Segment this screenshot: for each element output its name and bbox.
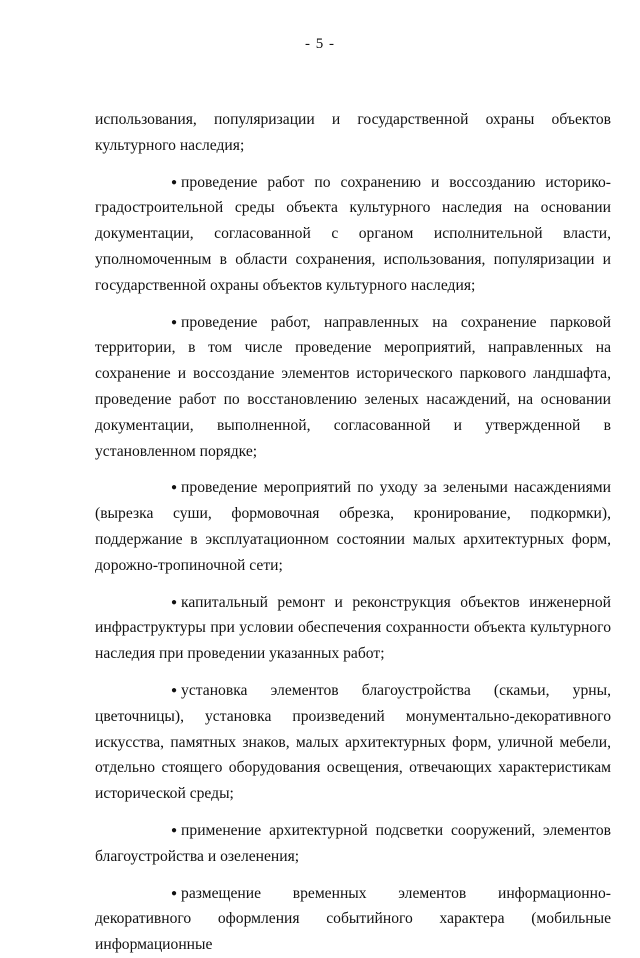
paragraph-text: применение архитектурной подсветки сооружений, элементов благоустройства и озеленения; bbox=[95, 821, 611, 865]
bullet-paragraph bbox=[95, 818, 611, 870]
paragraph-continuation bbox=[95, 107, 611, 159]
bullet-paragraph bbox=[95, 881, 611, 958]
paragraph-text: проведение мероприятий по уходу за зелеными насаждениями (вырезка суши, формовочная обрезка, кронирование, подкормки), поддержание в эксплуатационном состоянии малых архитектурных форм, дорожно-тропиночной сети; bbox=[95, 479, 611, 574]
bullet-icon: ● bbox=[171, 887, 178, 899]
bullet-icon: ● bbox=[171, 684, 178, 696]
bullet-icon: ● bbox=[171, 316, 178, 328]
document-body bbox=[95, 107, 611, 958]
paragraph-text: проведение работ по сохранению и воссозданию историко-градостроительной среды объекта культурного наследия на основании документации, согласованной с органом исполнительной власти, уполномоченным в области сохранения, использования, популяризации и государственной охраны объектов культурного наследия; bbox=[95, 173, 611, 294]
paragraph-text: проведение работ, направленных на сохранение парковой территории, в том числе проведение мероприятий, направленных на сохранение и воссоздание элементов исторического паркового ландшафта, проведение работ по восстановлению зеленых насаждений, на основании документации, выполненной, согласованной и утвержденной в установленном порядке; bbox=[95, 313, 611, 460]
bullet-paragraph bbox=[95, 678, 611, 807]
bullet-icon: ● bbox=[171, 596, 178, 608]
bullet-icon: ● bbox=[171, 176, 178, 188]
page-number: - 5 - bbox=[305, 36, 335, 52]
paragraph-text: использования, популяризации и государственной охраны объектов культурного наследия; bbox=[95, 111, 611, 154]
bullet-paragraph bbox=[95, 590, 611, 667]
paragraph-text: размещение временных элементов информационно-декоративного оформления событийного характера (мобильные информационные bbox=[95, 884, 611, 954]
paragraph-text: капитальный ремонт и реконструкция объектов инженерной инфраструктуры при условии обеспечения сохранности объекта культурного наследия при проведении указанных работ; bbox=[95, 593, 611, 663]
paragraph-text: установка элементов благоустройства (скамьи, урны, цветочницы), установка произведений монументально-декоративного искусства, памятных знаков, малых архитектурных форм, уличной мебели, отдельно стоящего оборудования освещения, отвечающих характеристикам исторической среды; bbox=[95, 681, 611, 803]
bullet-icon: ● bbox=[171, 482, 178, 494]
bullet-paragraph bbox=[95, 475, 611, 578]
bullet-paragraph bbox=[95, 170, 611, 299]
bullet-paragraph bbox=[95, 310, 611, 465]
bullet-icon: ● bbox=[171, 824, 178, 836]
